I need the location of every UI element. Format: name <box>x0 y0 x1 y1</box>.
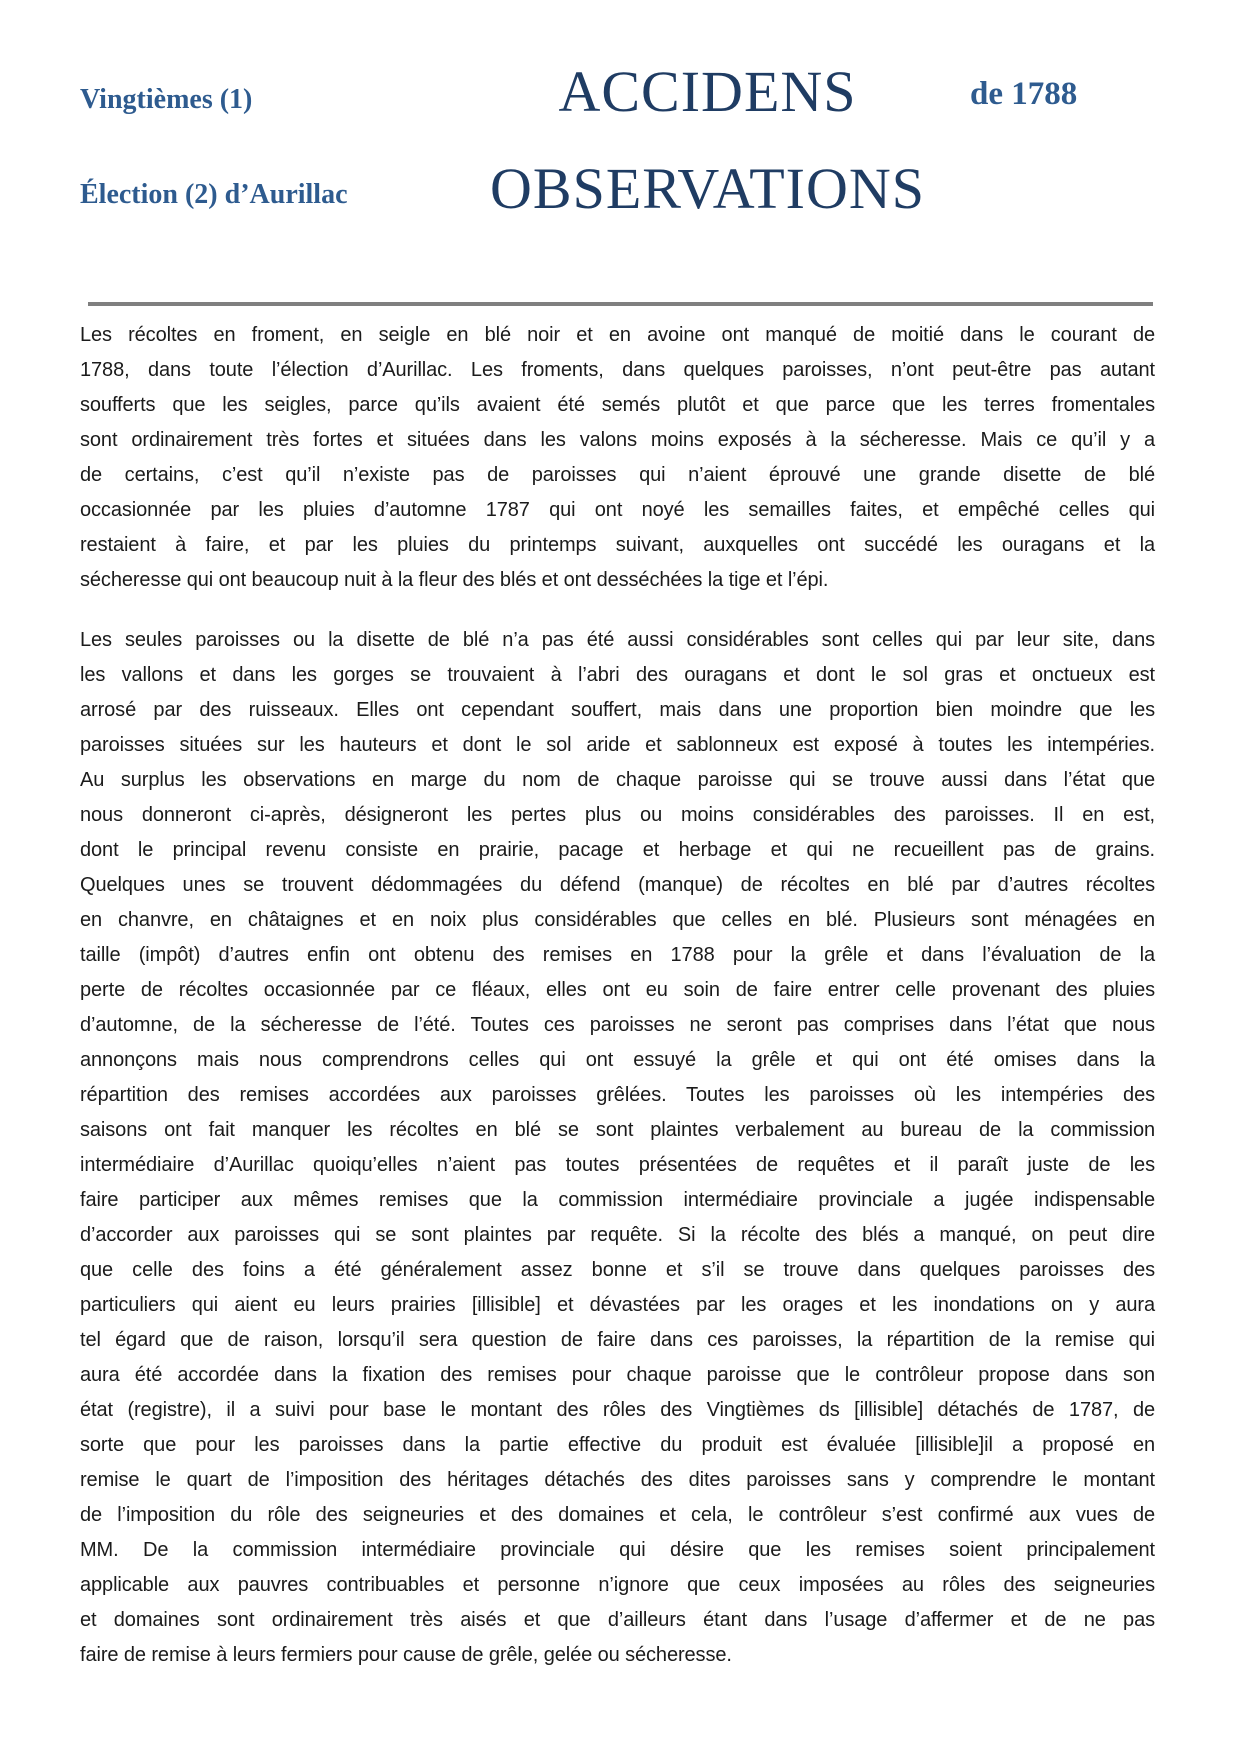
text-line: particuliers qui aient eu leurs prairies [illisible] et dévastées par les orages et les inondations on y aura <box>80 1294 1155 1316</box>
text-line: arrosé par des ruisseaux. Elles ont cependant souffert, mais dans une proportion bien moindre que les <box>80 699 1155 721</box>
text-line: d’accorder aux paroisses qui se sont plaintes par requête. Si la récolte des blés a manqué, on peut dire <box>80 1224 1155 1246</box>
text-line: Les seules paroisses ou la disette de blé n’a pas été aussi considérables sont celles qui par leur site, dans <box>80 629 1155 651</box>
text-line: sorte que pour les paroisses dans la partie effective du produit est évaluée [illisible]il a proposé en <box>80 1434 1155 1456</box>
text-line: état (registre), il a suivi pour base le montant des rôles des Vingtièmes ds [illisible] détachés de 1787, de <box>80 1399 1155 1421</box>
text-line: taille (impôt) d’autres enfin ont obtenu des remises en 1788 pour la grêle et dans l’évaluation de la <box>80 944 1155 966</box>
text-line: tel égard que de raison, lorsqu’il sera question de faire dans ces paroisses, la répartition de la remise qui <box>80 1329 1155 1351</box>
body-text <box>80 318 1155 1673</box>
text-line: en chanvre, en châtaignes et en noix plus considérables que celles en blé. Plusieurs sont ménagées en <box>80 909 1155 931</box>
text-line: annonçons mais nous comprendrons celles qui ont essuyé la grêle et qui ont été omises dans la <box>80 1049 1155 1071</box>
text-line: paroisses situées sur les hauteurs et dont le sol aride et sablonneux est exposé à toutes les intempéries. <box>80 734 1155 756</box>
document-subtitle: OBSERVATIONS <box>490 156 925 221</box>
text-line: perte de récoltes occasionnée par ce fléaux, elles ont eu soin de faire entrer celle provenant des pluies <box>80 979 1155 1001</box>
text-line: remise le quart de l’imposition des héritages détachés des dites paroisses sans y comprendre le montant <box>80 1469 1155 1491</box>
text-line: sont ordinairement très fortes et situées dans les valons moins exposés à la sécheresse. Mais ce qu’il y a <box>80 429 1155 451</box>
text-line: nous donneront ci-après, désigneront les pertes plus ou moins considérables des paroisses. Il en est, <box>80 804 1155 826</box>
text-line: soufferts que les seigles, parce qu’ils avaient été semés plutôt et que parce que les terres fromentales <box>80 394 1155 416</box>
document-title: ACCIDENS <box>558 59 857 124</box>
text-line: 1788, dans toute l’élection d’Aurillac. Les froments, dans quelques paroisses, n’ont peut-être pas autant <box>80 359 1155 381</box>
text-line: occasionnée par les pluies d’automne 1787 qui ont noyé les semailles faites, et empêché celles qui <box>80 499 1155 521</box>
text-line: Les récoltes en froment, en seigle en blé noir et en avoine ont manqué de moitié dans le courant de <box>80 324 1155 346</box>
paragraph <box>80 623 1155 1673</box>
text-line: MM. De la commission intermédiaire provinciale qui désire que les remises soient principalement <box>80 1539 1155 1561</box>
paragraph <box>80 318 1155 598</box>
header-year-label: de 1788 <box>970 76 1078 112</box>
text-line: aura été accordée dans la fixation des remises pour chaque paroisse que le contrôleur propose dans son <box>80 1364 1155 1386</box>
text-line: les vallons et dans les gorges se trouvaient à l’abri des ouragans et dont le sol gras et onctueux est <box>80 664 1155 686</box>
text-line: sécheresse qui ont beaucoup nuit à la fleur des blés et ont desséchées la tige et l’épi. <box>80 569 829 591</box>
section-divider <box>88 302 1153 306</box>
text-line: et domaines sont ordinairement très aisés et que d’ailleurs étant dans l’usage d’affermer et de ne pas <box>80 1609 1155 1631</box>
text-line: d’automne, de la sécheresse de l’été. Toutes ces paroisses ne seront pas comprises dans l’état que nous <box>80 1014 1155 1036</box>
text-line: intermédiaire d’Aurillac quoiqu’elles n’aient pas toutes présentées de requêtes et il paraît juste de les <box>80 1154 1155 1176</box>
text-line: que celle des foins a été généralement assez bonne et s’il se trouve dans quelques paroisses des <box>80 1259 1155 1281</box>
text-line: répartition des remises accordées aux paroisses grêlées. Toutes les paroisses où les intempéries des <box>80 1084 1155 1106</box>
text-line: de l’imposition du rôle des seigneuries et des domaines et cela, le contrôleur s’est confirmé aux vues de <box>80 1504 1155 1526</box>
text-line: applicable aux pauvres contribuables et personne n’ignore que ceux imposées au rôles des seigneuries <box>80 1574 1155 1596</box>
text-line: dont le principal revenu consiste en prairie, pacage et herbage et qui ne recueillent pas de grains. <box>80 839 1155 861</box>
header-top-left-label: Vingtièmes (1) <box>80 84 253 115</box>
text-line: saisons ont fait manquer les récoltes en blé se sont plaintes verbalement au bureau de la commission <box>80 1119 1155 1141</box>
header-bottom-left-label: Élection (2) d’Aurillac <box>80 179 348 210</box>
text-line: restaient à faire, et par les pluies du printemps suivant, auxquelles ont succédé les ouragans et la <box>80 534 1155 556</box>
text-line: Au surplus les observations en marge du nom de chaque paroisse qui se trouve aussi dans l’état que <box>80 769 1155 791</box>
text-line: faire participer aux mêmes remises que la commission intermédiaire provinciale a jugée indispensable <box>80 1189 1155 1211</box>
text-line: Quelques unes se trouvent dédommagées du défend (manque) de récoltes en blé par d’autres récoltes <box>80 874 1155 896</box>
text-line: faire de remise à leurs fermiers pour cause de grêle, gelée ou sécheresse. <box>80 1644 732 1666</box>
text-line: de certains, c’est qu’il n’existe pas de paroisses qui n’aient éprouvé une grande disette de blé <box>80 464 1155 486</box>
